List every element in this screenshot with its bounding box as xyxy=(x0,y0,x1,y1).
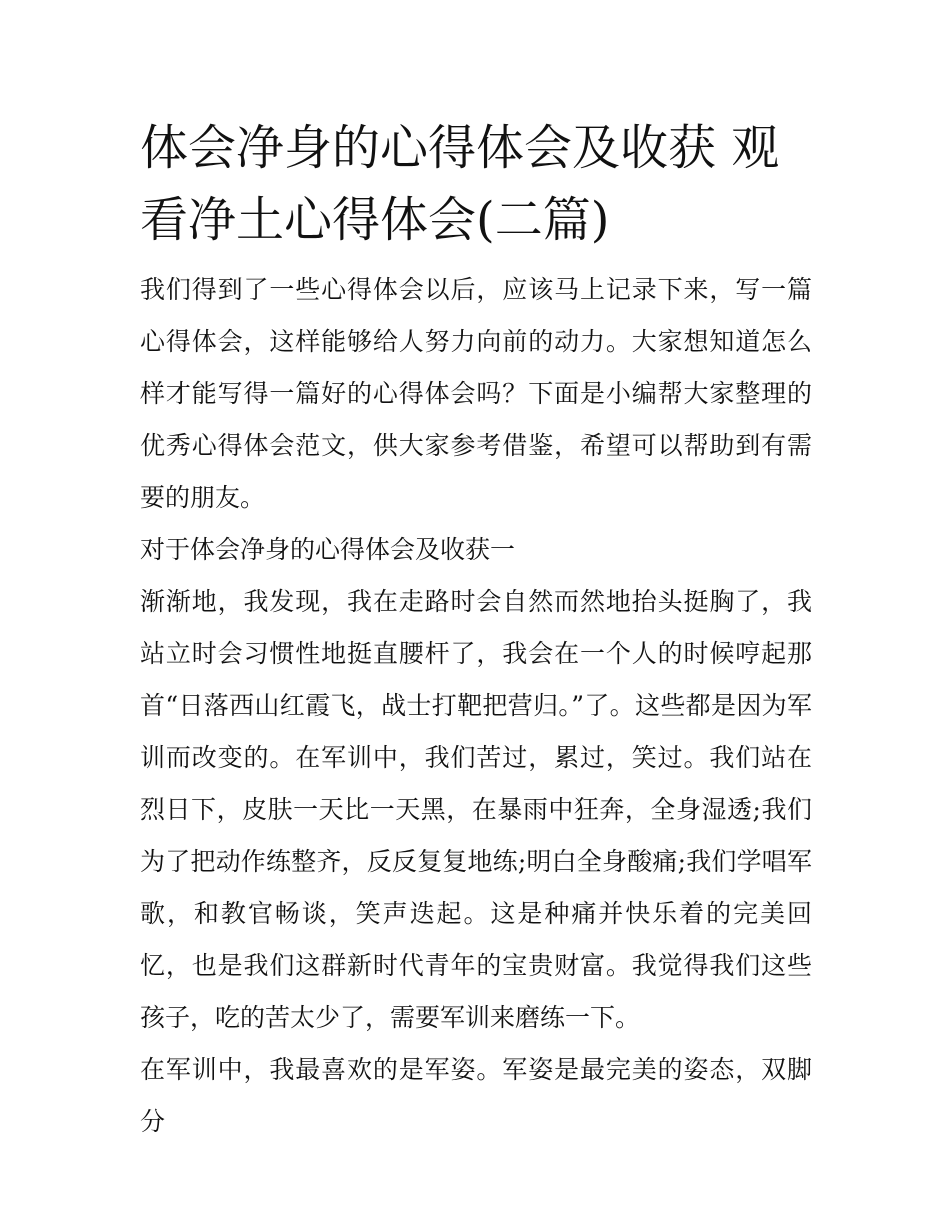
section-heading: 对于体会净身的心得体会及收获一 xyxy=(140,535,516,564)
body-paragraph-2: 在军训中，我最喜欢的是军姿。军姿是最完美的姿态，双脚分 xyxy=(140,1055,812,1136)
document-title: 体会净身的心得体会及收获 观看净土心得体会(二篇) xyxy=(140,120,780,248)
intro-paragraph: 我们得到了一些心得体会以后，应该马上记录下来，写一篇心得体会，这样能够给人努力向前的动力。大家想知道怎么样才能写得一篇好的心得体会吗？下面是小编帮大家整理的优秀心得体会范文，供大家参考借鉴，希望可以帮助到有需要的朋友。 xyxy=(140,275,812,512)
body-paragraph-1: 渐渐地，我发现，我在走路时会自然而然地抬头挺胸了，我站立时会习惯性地挺直腰杆了，我会在一个人的时候哼起那首“日落西山红霞飞，战士打靶把营归。”了。这些都是因为军训而改变的。在军训中，我们苦过，累过，笑过。我们站在烈日下，皮肤一天比一天黑，在暴雨中狂奔，全身湿透;我们为了把动作练整齐，反反复复地练;明白全身酸痛;我们学唱军歌，和教官畅谈，笑声迭起。这是种痛并快乐着的完美回忆，也是我们这群新时代青年的宝贵财富。我觉得我们这些孩子，吃的苦太少了，需要军训来磨练一下。 xyxy=(140,587,812,1032)
document-page xyxy=(140,112,812,1148)
